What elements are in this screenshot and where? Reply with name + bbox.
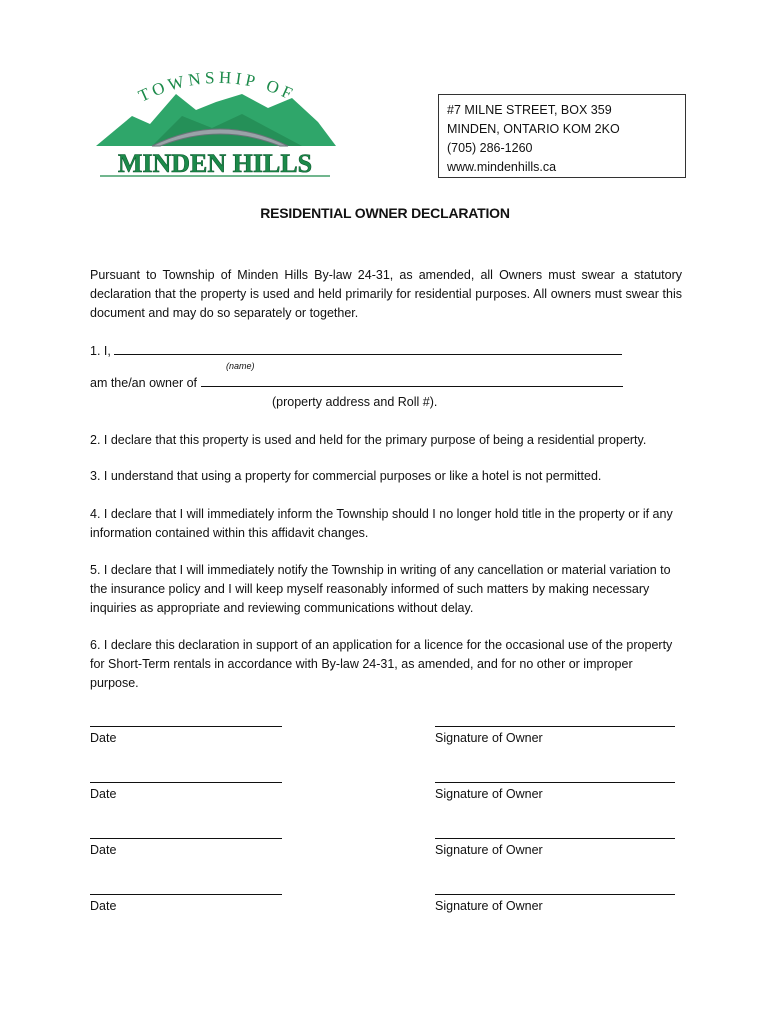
item2-paragraph: 2. I declare that this property is used and held for the primary purpose of being a residential property. (90, 433, 647, 447)
logo-arc-text: TOWNSHIP OF (135, 67, 299, 106)
owner-signature-field[interactable] (435, 781, 675, 783)
owner-signature-field[interactable] (435, 893, 675, 895)
owner-signature-field[interactable] (435, 837, 675, 839)
item1-name-row (90, 343, 622, 358)
date-field[interactable] (90, 837, 282, 839)
signature-of-owner-label: Signature of Owner (435, 843, 543, 857)
address-line-phone: (705) 286-1260 (447, 141, 533, 155)
property-address-field[interactable] (201, 375, 623, 387)
township-logo (92, 64, 338, 180)
address-hint: (property address and Roll #). (272, 395, 438, 409)
owner-name-field[interactable] (114, 343, 622, 355)
item1-prefix: 1. I, (90, 344, 111, 358)
address-line-street: #7 MILNE STREET, BOX 359 (447, 103, 612, 117)
owner-signature-field[interactable] (435, 725, 675, 727)
address-line-city: MINDEN, ONTARIO KOM 2KO (447, 122, 620, 136)
address-box (438, 94, 686, 178)
logo-bottom-text: MINDEN HILLS (117, 149, 313, 178)
minden-hills-logo-graphic (92, 64, 338, 180)
signature-of-owner-label: Signature of Owner (435, 731, 543, 745)
date-field[interactable] (90, 893, 282, 895)
item3-paragraph: 3. I understand that using a property for commercial purposes or like a hotel is not permitted. (90, 469, 602, 483)
signature-of-owner-label: Signature of Owner (435, 899, 543, 913)
address-line-website: www.mindenhills.ca (447, 160, 557, 174)
item4-paragraph: 4. I declare that I will immediately inform the Township should I no longer hold title in the property or if any information contained within this affidavit changes. (90, 507, 673, 540)
item5-paragraph: 5. I declare that I will immediately notify the Township in writing of any cancellation or material variation to the insurance policy and I will keep myself reasonably informed of such matters by making necessary inquiries as appropriate and reviewing communications without delay. (90, 563, 671, 615)
signature-of-owner-label: Signature of Owner (435, 787, 543, 801)
date-field[interactable] (90, 725, 282, 727)
date-label: Date (90, 787, 117, 801)
date-label: Date (90, 731, 117, 745)
date-field[interactable] (90, 781, 282, 783)
document-title: RESIDENTIAL OWNER DECLARATION (260, 205, 510, 221)
item6-paragraph: 6. I declare this declaration in support of an application for a licence for the occasional use of the property for Short-Term rentals in accordance with By-law 24-31, as amended, and for no other or improper purpose. (90, 638, 673, 690)
date-label: Date (90, 843, 117, 857)
name-hint: (name) (226, 361, 255, 371)
date-label: Date (90, 899, 117, 913)
intro-paragraph: Pursuant to Township of Minden Hills By-law 24-31, as amended, all Owners must swear a statutory declaration that the property is used and held primarily for residential purposes. All owners must swear this document and may do so separately or together. (90, 268, 682, 320)
item1-property-row (90, 375, 623, 390)
owner-of-prefix: am the/an owner of (90, 376, 198, 390)
